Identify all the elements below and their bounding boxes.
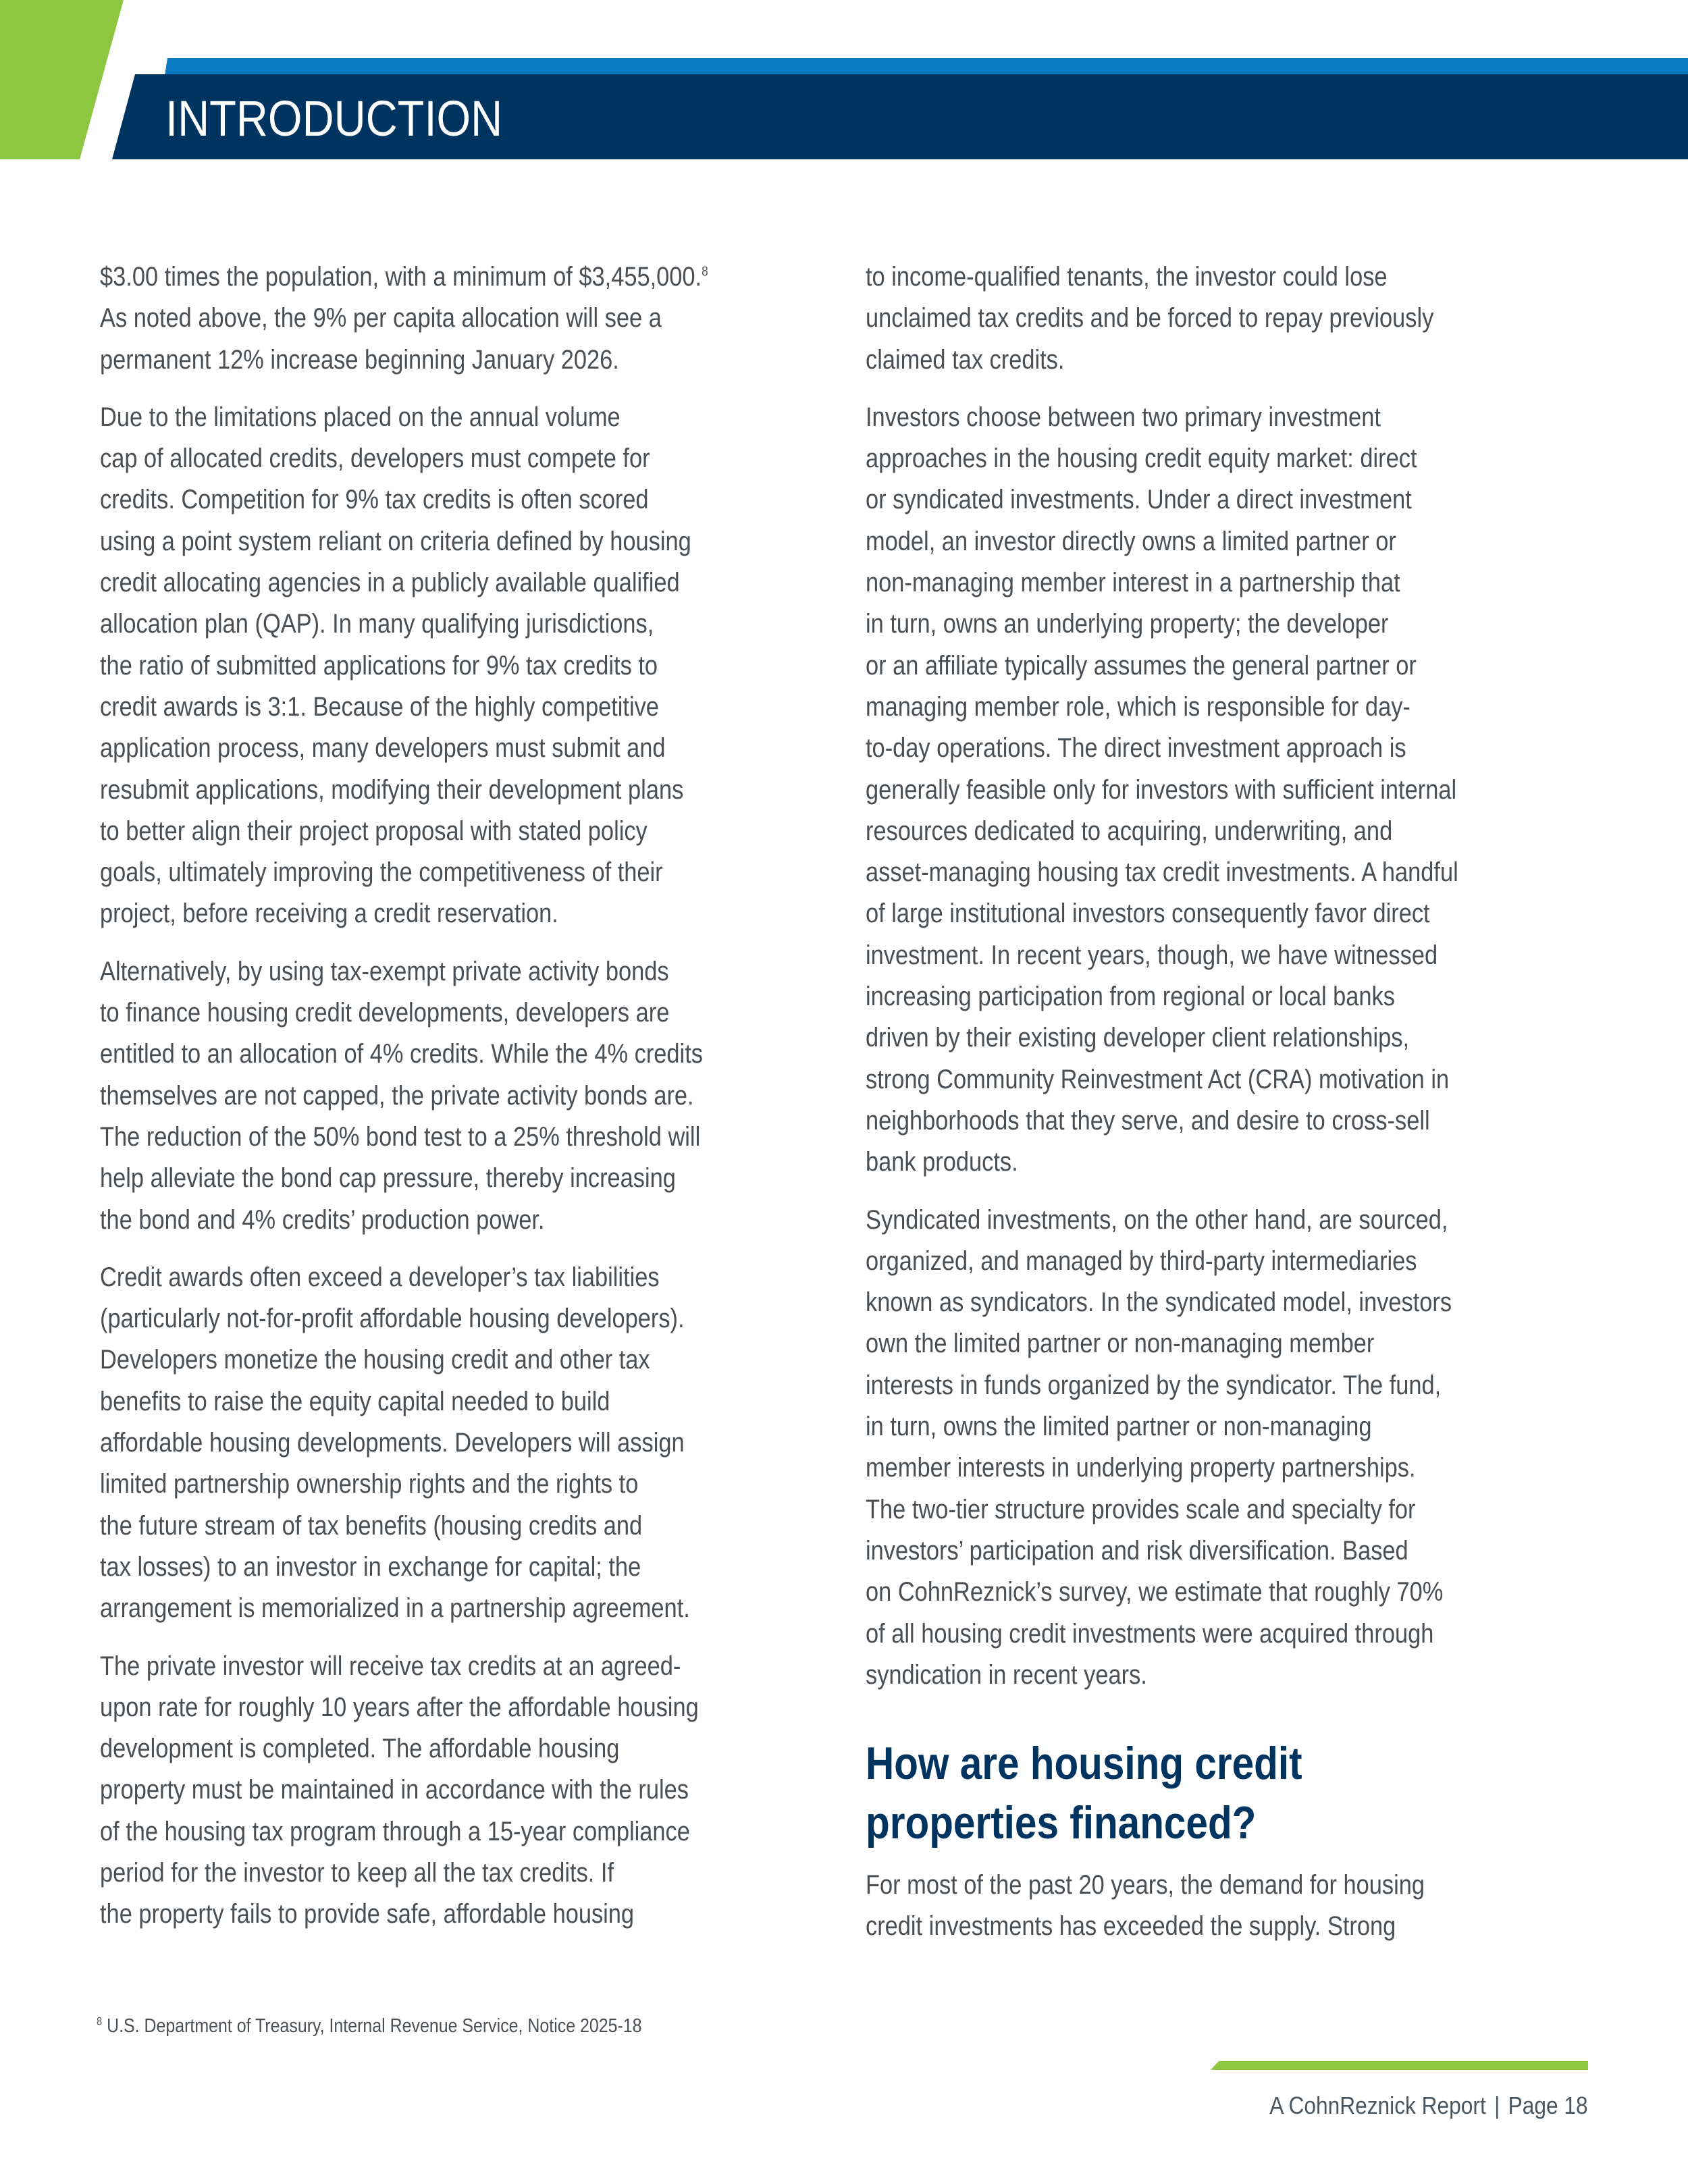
text-line: interests in funds organized by the syndicator. The fund, [866,1370,1442,1400]
text-line: the ratio of submitted applications for 9% tax credits to [100,650,658,681]
section-heading [866,1734,1595,1853]
text-line: cap of allocated credits, developers must compete for [100,444,650,474]
heading-line: properties financed? [866,1797,1257,1849]
paragraph [866,257,1595,381]
text-line: own the limited partner or non-managing member [866,1329,1375,1359]
text-line: upon rate for roughly 10 years after the affordable housing [100,1692,699,1722]
text-line: help alleviate the bond cap pressure, thereby increasing [100,1163,676,1194]
text-line: Developers monetize the housing credit and other tax [100,1345,650,1375]
paragraph [100,397,829,935]
text-line: property must be maintained in accordance with the rules [100,1775,689,1805]
paragraph [100,257,829,381]
text-line: or syndicated investments. Under a direct investment [866,485,1412,515]
text-line: The reduction of the 50% bond test to a 25% threshold will [100,1121,701,1152]
text-line: to finance housing credit developments, developers are [100,998,670,1028]
text-line: themselves are not capped, the private activity bonds are. [100,1080,694,1111]
text-line: known as syndicators. In the syndicated model, investors [866,1287,1452,1318]
text-line: resources dedicated to acquiring, underwriting, and [866,816,1393,846]
text-line: tax losses) to an investor in exchange for capital; the [100,1551,641,1582]
text-line: $3.00 times the population, with a minimum of $3,455,000.$^8$ [100,262,708,292]
paragraph [866,1200,1595,1697]
text-line: approaches in the housing credit equity market: direct [866,444,1417,474]
footnote [97,2015,642,2037]
text-line: unclaimed tax credits and be forced to repay previously [866,303,1434,334]
text-line: syndication in recent years. [866,1659,1147,1690]
text-line: asset-managing housing tax credit investments. A handful [866,857,1458,888]
text-line: goals, ultimately improving the competitiveness of their [100,857,663,888]
text-line: application process, many developers must submit and [100,733,666,764]
text-line: project, before receiving a credit reservation. [100,899,558,929]
text-line: generally feasible only for investors with sufficient internal [866,774,1457,805]
text-line: to-day operations. The direct investment approach is [866,733,1406,764]
text-line: Alternatively, by using tax-exempt private activity bonds [100,956,669,986]
text-line: to better align their project proposal with stated policy [100,816,648,846]
text-line: using a point system reliant on criteria defined by housing [100,526,691,556]
text-line: managing member role, which is responsible for day- [866,691,1410,722]
text-line: increasing participation from regional or local banks [866,982,1395,1012]
text-line: of large institutional investors consequently favor direct [866,899,1430,929]
text-line: The private investor will receive tax credits at an agreed- [100,1651,681,1681]
text-line: or an affiliate typically assumes the general partner or [866,650,1417,681]
text-line: investors’ participation and risk diversification. Based [866,1535,1408,1566]
text-line: arrangement is memorialized in a partnership agreement. [100,1593,690,1624]
text-line: development is completed. The affordable housing [100,1734,620,1764]
text-line: the bond and 4% credits’ production power. [100,1204,545,1235]
page-footer [1270,2092,1588,2120]
text-line: affordable housing developments. Developers will assign [100,1428,685,1458]
report-label: A CohnReznick Report [1269,2092,1487,2119]
footnote-ref[interactable]: 8 [702,264,708,279]
footer-green-rule [1211,2061,1588,2070]
text-line: The two-tier structure provides scale and specialty for [866,1494,1416,1524]
section-title: INTRODUCTION [165,90,503,147]
header-blue-stripe [165,58,1688,76]
right-column [866,257,1595,1964]
text-line: credits. Competition for 9% tax credits is often scored [100,485,649,515]
left-column [100,257,829,1952]
text-line: For most of the past 20 years, the demand for housing [866,1870,1425,1900]
paragraph [866,1865,1595,1948]
text-line: of the housing tax program through a 15-year compliance [100,1816,690,1846]
text-line: Due to the limitations placed on the annual volume [100,402,621,432]
text-line: Investors choose between two primary investment [866,402,1381,432]
text-line: member interests in underlying property partnerships. [866,1453,1416,1483]
text-line: period for the investor to keep all the tax credits. If [100,1857,614,1888]
paragraph [100,1257,829,1630]
text-line: As noted above, the 9% per capita allocation will see a [100,303,662,334]
heading-line: How are housing credit [866,1738,1302,1790]
footer-separator: | [1494,2092,1500,2119]
text-line: of all housing credit investments were acquired through [866,1618,1434,1649]
text-line: limited partnership ownership rights and the rights to [100,1469,639,1499]
text-line: organized, and managed by third-party intermediaries [866,1246,1417,1276]
header-green-accent [0,0,128,159]
text-line: to income-qualified tenants, the investor could lose [866,262,1388,292]
text-line: the future stream of tax benefits (housing credits and [100,1510,643,1541]
text-line: investment. In recent years, though, we have witnessed [866,940,1438,970]
text-line: credit investments has exceeded the supply. Strong [866,1911,1396,1942]
text-line: driven by their existing developer client relationships, [866,1023,1410,1053]
text-line: in turn, owns the limited partner or non-managing [866,1412,1372,1442]
text-line: on CohnReznick’s survey, we estimate that roughly 70% [866,1577,1444,1607]
page-number: Page 18 [1508,2092,1588,2119]
text-line: strong Community Reinvestment Act (CRA) motivation in [866,1064,1450,1094]
paragraph [100,951,829,1241]
text-line: the property fails to provide safe, affordable housing [100,1899,635,1929]
text-line: Credit awards often exceed a developer’s tax liabilities [100,1262,660,1292]
paragraph [100,1646,829,1936]
text-line: in turn, owns an underlying property; the developer [866,609,1389,639]
text-line: entitled to an allocation of 4% credits. While the 4% credits [100,1039,703,1069]
text-line: neighborhoods that they serve, and desire to cross-sell [866,1105,1430,1136]
text-line: credit awards is 3:1. Because of the highly competitive [100,691,659,722]
text-line: allocation plan (QAP). In many qualifying jurisdictions, [100,609,654,639]
text-line: Syndicated investments, on the other hand, are sourced, [866,1204,1448,1235]
text-line: claimed tax credits. [866,344,1065,375]
paragraph [866,397,1595,1183]
text-line: resubmit applications, modifying their development plans [100,774,684,805]
footnote-text: U.S. Department of Treasury, Internal Revenue Service, Notice 2025-18 [107,2015,642,2037]
text-line: credit allocating agencies in a publicly available qualified [100,568,680,598]
text-line: non-managing member interest in a partnership that [866,568,1400,598]
text-line: bank products. [866,1147,1018,1177]
text-line: permanent 12% increase beginning January 2026. [100,344,619,375]
text-line: (particularly not-for-profit affordable housing developers). [100,1304,685,1334]
text-line: benefits to raise the equity capital needed to build [100,1386,610,1416]
text-line: model, an investor directly owns a limited partner or [866,526,1396,556]
footnote-marker: 8 [97,2015,103,2028]
